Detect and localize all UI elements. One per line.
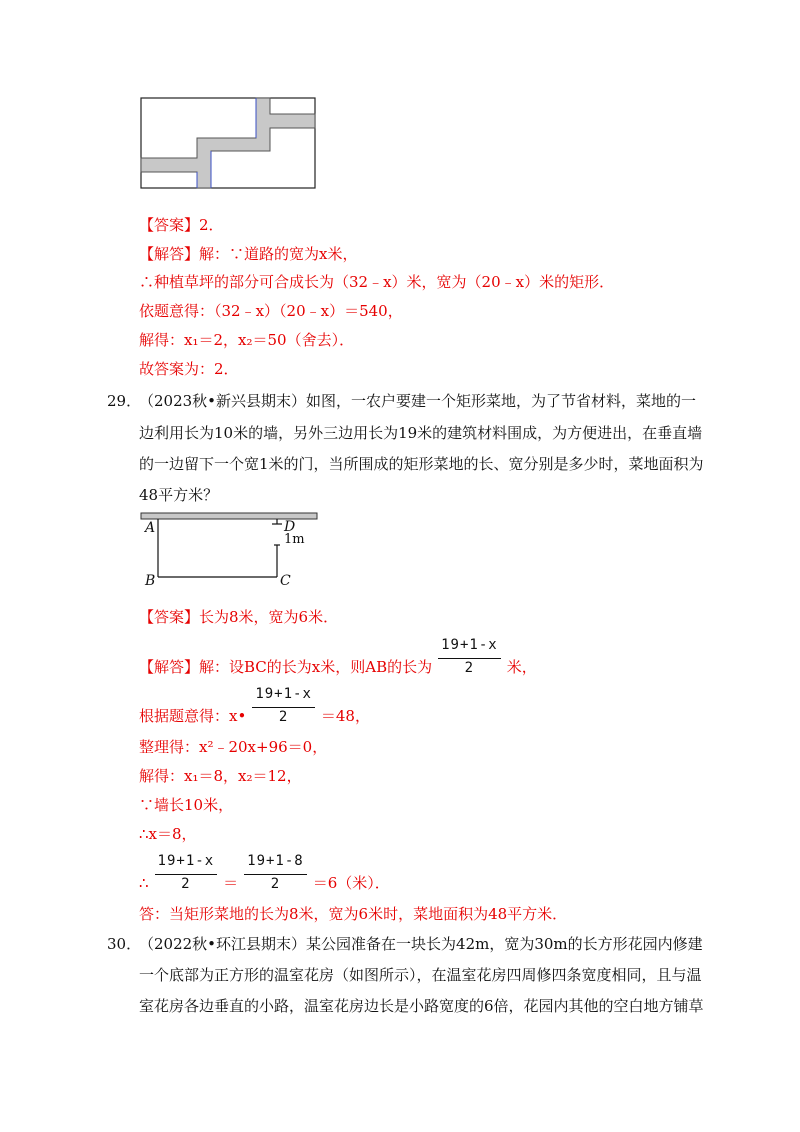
q28-answer: 【答案】2． [139, 216, 224, 234]
q29-solution-line-4: 解得：x₁＝8，x₂＝12， [139, 767, 302, 785]
fraction-numerator: 19+1-8 [244, 852, 307, 875]
label-c: C [280, 573, 291, 589]
fraction-denominator: 2 [464, 660, 475, 676]
q28-solution-line-2: ∴种植草坪的部分可合成长为（32﹣x）米，宽为（20﹣x）米的矩形． [139, 273, 615, 291]
q29-number: 29． [107, 392, 142, 410]
q29-text-line-1: （2023秋•新兴县期末）如图，一农户要建一个矩形菜地，为了节省材料，菜地的一 [139, 392, 697, 410]
q28-solution-line-1: 【解答】解：∵道路的宽为x米， [139, 245, 358, 263]
q29-solution-line-3: 整理得：x²﹣20x+96＝0， [139, 738, 328, 756]
q29-solution-line-1 [139, 636, 537, 677]
fraction-numerator: 19+1-x [438, 636, 501, 659]
label-d: D [284, 519, 296, 535]
q30-text-line-2: 一个底部为正方形的温室花房（如图所示），在温室花房四周修四条宽度相同，且与温 [139, 966, 702, 984]
fraction-denominator: 2 [270, 876, 281, 892]
q29-solution-line-6: ∴x＝8， [139, 825, 197, 843]
q28-solution-line-4: 解得：x₁＝2，x₂＝50（舍去）． [139, 331, 355, 349]
fraction [438, 636, 501, 677]
q29-sol7-suffix: ＝6（米）． [312, 874, 390, 892]
q29-sol2-prefix: 根据题意得：x• [139, 707, 247, 725]
q29-sol1-prefix: 【解答】解：设BC的长为x米，则AB的长为 [139, 658, 433, 676]
road-figure [136, 93, 322, 193]
fraction-numerator: 19+1-x [252, 685, 315, 708]
q29-text-line-3: 的一边留下一个宽1米的门，当所围成的矩形菜地的长、宽分别是多少时，菜地面积为 [139, 455, 704, 473]
q29-sol7-equals: ＝ [223, 874, 239, 892]
q28-solution-line-3: 依题意得：（32﹣x）（20﹣x）＝540， [139, 302, 403, 320]
q29-text-line-2: 边利用长为10米的墙，另外三边用长为19米的建筑材料围成，为方便进出，在垂直墙 [139, 424, 703, 442]
fraction-denominator: 2 [278, 709, 289, 725]
fraction-numerator: 19+1-x [155, 852, 218, 875]
q29-solution-line-7 [139, 852, 390, 893]
fraction [155, 852, 218, 893]
q30-text-line-1: （2022秋•环江县期末）某公园准备在一块长为42m，宽为30m的长方形花园内修建 [139, 935, 703, 953]
q29-answer: 【答案】长为8米，宽为6米． [139, 608, 339, 626]
label-door-width: 1m [284, 532, 305, 547]
fraction [244, 852, 307, 893]
q29-sol1-suffix: 米， [506, 658, 537, 676]
fraction [252, 685, 315, 726]
q29-solution-line-5: ∵墙长10米， [139, 796, 234, 814]
q30-number: 30． [107, 935, 142, 953]
q29-conclusion: 答：当矩形菜地的长为8米，宽为6米时，菜地面积为48平方米． [139, 905, 568, 923]
q29-solution-line-2 [139, 685, 370, 726]
fraction-denominator: 2 [181, 876, 191, 892]
q30-text-line-3: 室花房各边垂直的小路，温室花房边长是小路宽度的6倍，花园内其他的空白地方铺草 [139, 997, 704, 1015]
q29-text-line-4: 48平方米？ [139, 486, 219, 504]
q29-sol7-prefix: ∴ [139, 874, 149, 892]
q29-sol2-suffix: ＝48， [320, 707, 370, 725]
label-b: B [145, 573, 156, 589]
q28-solution-line-5: 故答案为：2． [139, 360, 239, 378]
label-a: A [145, 520, 156, 536]
vegetable-plot-figure [136, 506, 336, 594]
